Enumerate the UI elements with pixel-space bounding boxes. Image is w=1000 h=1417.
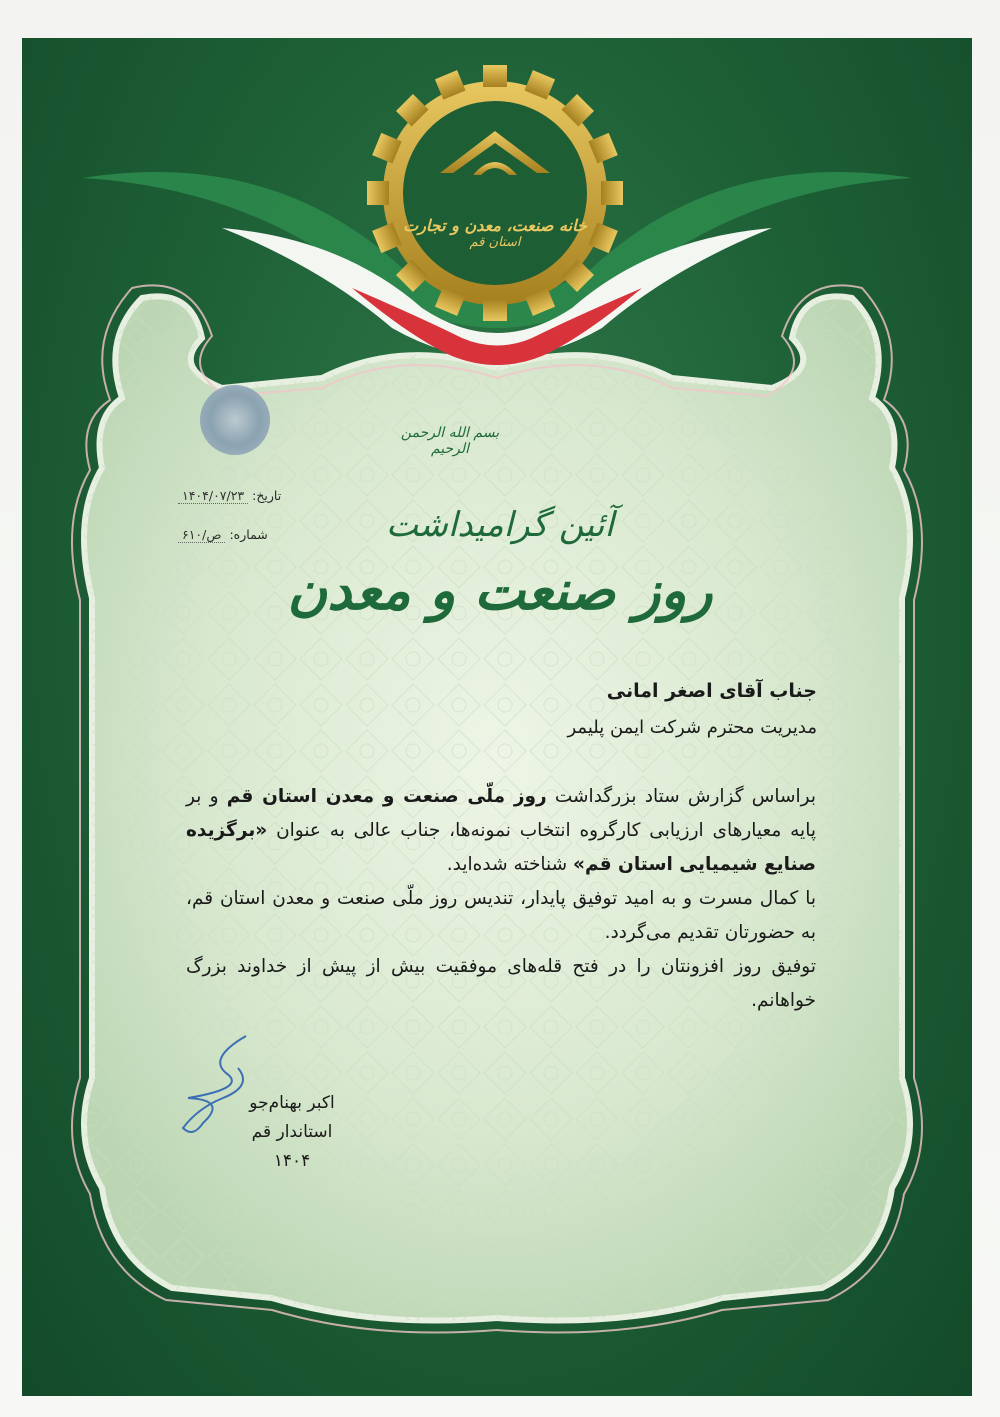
logo-org-name: خانه صنعت، معدن و تجارت <box>403 216 587 235</box>
body-text <box>186 780 816 1018</box>
title-line-2: روز صنعت و معدن <box>287 558 713 622</box>
paragraph-2: با کمال مسرت و به امید توفیق پایدار، تندیس روز ملّی صنعت و معدن استان قم، به حضورتان تقدیم می‌گردد. <box>186 888 816 943</box>
recipient-name: جناب آقای اصغر امانی <box>606 680 817 702</box>
p1-part-3: شناخته شده‌اید. <box>446 854 568 875</box>
number-value: ص/۶۱۰ <box>178 527 225 543</box>
p1-part-2: و بر پایه معیارهای ارزیابی کارگروه انتخاب نمونه‌ها، جناب عالی به عنوان <box>186 786 816 841</box>
p1-part-1: براساس گزارش ستاد بزرگداشت <box>554 786 816 807</box>
p1-bold-2: «برگزیده صنایع شیمیایی استان قم» <box>186 820 816 875</box>
gear-logo <box>367 65 623 321</box>
signature-year: ۱۴۰۴ <box>273 1151 311 1171</box>
paragraph-1 <box>186 780 816 882</box>
title-line-1: آئین گرامیداشت <box>386 505 614 545</box>
basmala: بسم الله الرحمن الرحیم <box>400 425 500 457</box>
logo-org-city: استان قم <box>469 235 521 250</box>
p1-bold-1: روز ملّی صنعت و معدن استان قم <box>226 786 547 807</box>
date-row <box>178 488 281 503</box>
recipient-position: مدیریت محترم شرکت ایمن پلیمر <box>567 717 817 738</box>
date-label: تاریخ: <box>252 488 282 503</box>
paragraph-3: توفیق روز افزونتان را در فتح قله‌های موفقیت بیش از پیش از خداوند بزرگ خواهانم. <box>186 956 816 1011</box>
signer-name: اکبر بهنام‌جو <box>249 1093 335 1113</box>
number-label: شماره: <box>229 527 268 542</box>
certificate-frame <box>22 38 972 1396</box>
signer-title: استاندار قم <box>251 1122 333 1142</box>
date-value: ۱۴۰۴/۰۷/۲۳ <box>178 488 248 504</box>
hologram-seal <box>200 385 270 455</box>
